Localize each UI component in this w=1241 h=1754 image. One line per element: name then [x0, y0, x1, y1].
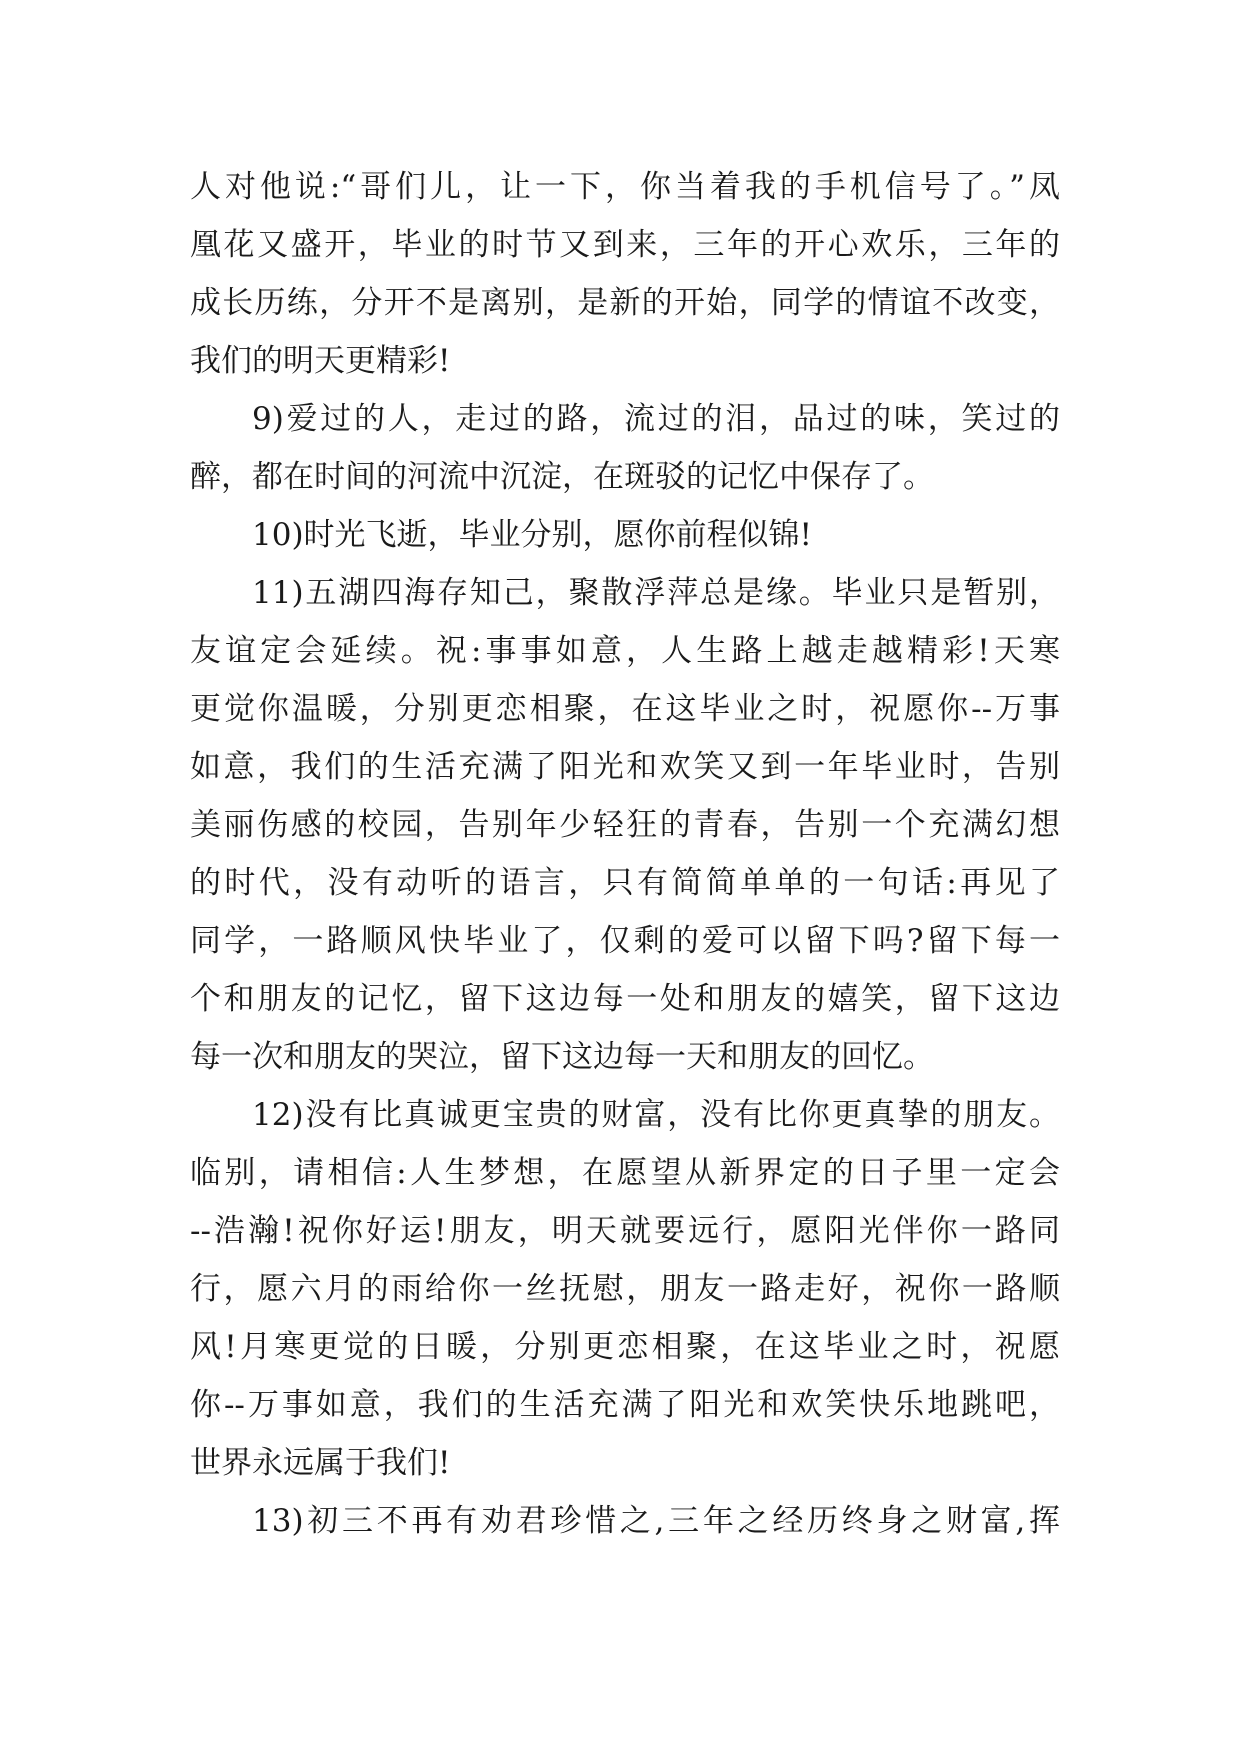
text-line: 行，愿六月的雨给你一丝抚慰，朋友一路走好，祝你一路顺	[190, 1271, 1060, 1307]
text-line: 友谊定会延续。祝:事事如意，人生路上越走越精彩!天寒	[190, 633, 1060, 669]
text-line: 醉，都在时间的河流中沉淀，在斑驳的记忆中保存了。	[190, 459, 934, 495]
text-line: 11)五湖四海存知己，聚散浮萍总是缘。毕业只是暂别，	[252, 575, 1060, 611]
text-line: 我们的明天更精彩!	[190, 343, 451, 379]
text-line: 美丽伤感的校园，告别年少轻狂的青春，告别一个充满幻想	[190, 807, 1060, 843]
text-line: 每一次和朋友的哭泣，留下这边每一天和朋友的回忆。	[190, 1039, 934, 1075]
text-line: 如意，我们的生活充满了阳光和欢笑又到一年毕业时，告别	[190, 749, 1060, 785]
text-line: --浩瀚!祝你好运!朋友，明天就要远行，愿阳光伴你一路同	[190, 1213, 1060, 1249]
text-line: 的时代，没有动听的语言，只有简简单单的一句话:再见了	[190, 865, 1060, 901]
paragraph-10	[190, 506, 1060, 564]
text-line: 成长历练，分开不是离别，是新的开始，同学的情谊不改变，	[190, 285, 1060, 321]
paragraph-13	[190, 1492, 1060, 1550]
text-line: 临别，请相信:人生梦想，在愿望从新界定的日子里一定会	[190, 1155, 1060, 1191]
paragraph-9	[190, 390, 1060, 506]
text-line: 同学，一路顺风快毕业了，仅剩的爱可以留下吗?留下每一	[190, 923, 1060, 959]
paragraph-12	[190, 1086, 1060, 1492]
text-line: 你--万事如意，我们的生活充满了阳光和欢笑快乐地跳吧，	[190, 1387, 1060, 1423]
text-line: 12)没有比真诚更宝贵的财富，没有比你更真挚的朋友。	[252, 1097, 1060, 1133]
text-line: 13)初三不再有劝君珍惜之,三年之经历终身之财富,挥	[252, 1503, 1060, 1539]
text-line: 更觉你温暖，分别更恋相聚，在这毕业之时，祝愿你--万事	[190, 691, 1060, 727]
text-line: 人对他说:“哥们儿，让一下，你当着我的手机信号了。”凤	[190, 169, 1060, 205]
document-body	[190, 158, 1060, 1550]
text-line: 10)时光飞逝，毕业分别，愿你前程似锦!	[252, 517, 812, 553]
text-line: 世界永远属于我们!	[190, 1445, 451, 1481]
text-line: 凰花又盛开，毕业的时节又到来，三年的开心欢乐，三年的	[190, 227, 1060, 263]
text-line: 风!月寒更觉的日暖，分别更恋相聚，在这毕业之时，祝愿	[190, 1329, 1060, 1365]
paragraph-continued	[190, 158, 1060, 390]
paragraph-11	[190, 564, 1060, 1086]
text-line: 9)爱过的人，走过的路，流过的泪，品过的味，笑过的	[252, 401, 1060, 437]
text-line: 个和朋友的记忆，留下这边每一处和朋友的嬉笑，留下这边	[190, 981, 1060, 1017]
